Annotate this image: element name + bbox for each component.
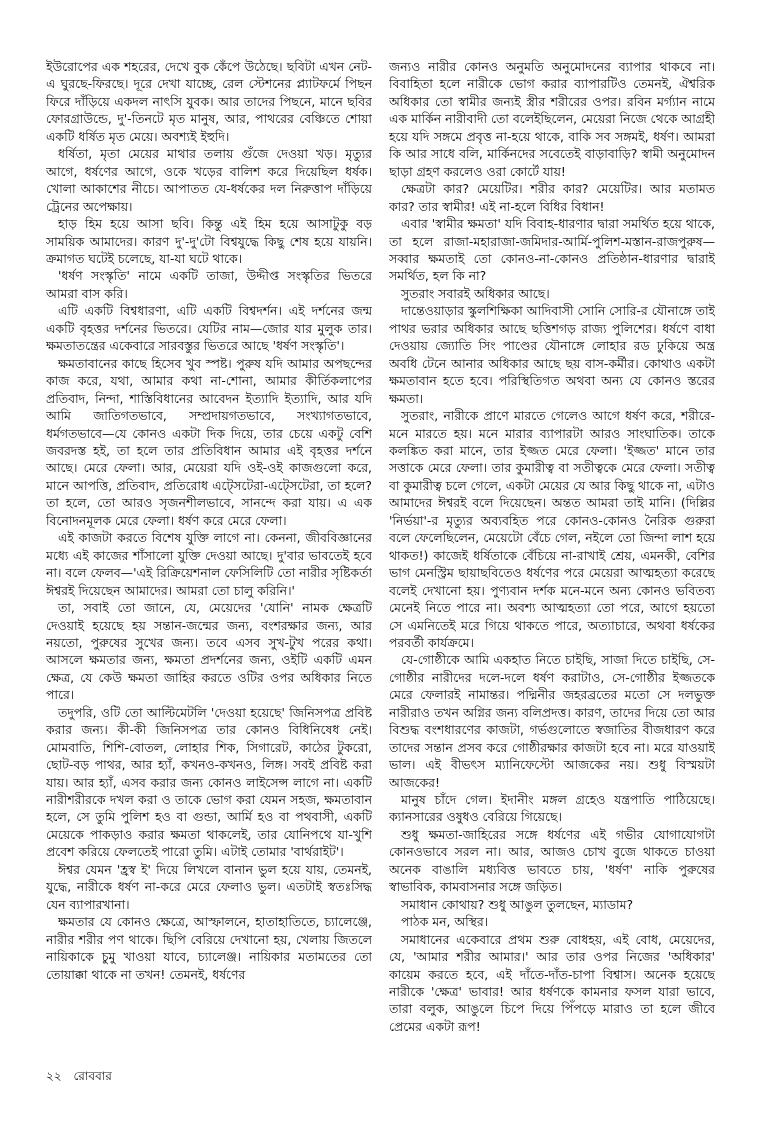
paragraph: এবার 'স্বামীর ক্ষমতা' যদি বিবাহ-ধারণার দ্বারা সমর্থিত হয়ে থাকে, তা হলে রাজা-মহারাজা-জমিদার-আর্মি-পুলিশ-মস্তান-রাজপুরুষ—সব্বার ক্ষমতাই তো কোনও-না-কোনও প্রতিষ্ঠান-ধারণার দ্বারাই সমর্থিত, হল কি না? (389, 216, 715, 284)
paragraph: ক্ষমতাবানের কাছে হিসেব খুব স্পষ্ট। পুরুষ যদি আমার অপছন্দের কাজ করে, যথা, আমার কথা না-শোনা, আমার কীর্তিকলাপের প্রতিবাদ, নিন্দা, শাস্তিবিধানের আবেদন ইত্যাদি ইত্যাদি, আর যদি আমি জাতিগতভাবে, সম্প্রদায়গতভাবে, সংখ্যাগতভাবে, ধর্মগতভাবে—যে কোনও একটা দিক দিয়ে, তার চেয়ে একটু বেশি জবরদস্ত হই, তা হলে তার প্রতিবিধান আমার এই বৃহত্তর দর্শনে আছে। মেরে ফেলা। আর, মেয়েরা যদি ওই-ওই কাজগুলো করে, মানে আপত্তি, প্রতিবাদ, প্রতিরোধ এট্সেটেরা-এট্সেটেরা, তা হলে? তা হলে, তো আরও সৃজনশীলভাবে, সানন্দে করা যায়। এ এক বিনোদনমূলক মেরে ফেলা। ধর্ষণ করে মেরে ফেলা। (46, 355, 372, 528)
paragraph: জন্যও নারীর কোনও অনুমতি অনুমোদনের ব্যাপার থাকবে না। বিবাহিতা হলে নারীকে ভোগ করার ব্যাপারটিও তেমনই, ঐশ্বরিক অধিকার তো স্বামীর জন্যই স্ত্রীর শরীরের ওপর। রবিন মর্গ্যান নামে এক মার্কিন নারীবাদী তো বলেইছিলেন, মেয়েরা নিজে থেকে আগ্রহী হয়ে যদি সঙ্গমে প্রবৃত্ত না-হয়ে থাকে, বাকি সব সঙ্গমই, ধর্ষণ। আমরা কি আর সাধে বলি, মার্কিনদের সবেতেই বাড়াবাড়ি? স্বামী অনুমোদন ছাড়া গ্রহণ করলেও ওরা কোর্টে যায়! (389, 59, 715, 179)
right-text-column (389, 58, 715, 1064)
paragraph: সুতরাং সবারই অধিকার আছে। (401, 285, 550, 301)
paragraph: এই কাজটা করতে বিশেষ যুক্তি লাগে না। কেননা, জীববিজ্ঞানের মধ্যে এই কাজের শাঁসালো যুক্তি দেওয়া আছে। দু'বার ভাবতেই হবে না। বলে ফেলব—'এই রিক্রিয়েশনাল ফেসিলিটি তো নারীর সৃষ্টিকর্তা ঈশ্বরই দিয়েছেন আমাদের। আমরা তো চালু করিনি।' (46, 530, 372, 598)
paragraph: হাড় হিম হয়ে আসা ছবি। কিন্তু এই হিম হয়ে আসাটুকু বড় সাময়িক আমাদের। কারণ দু'-দু'টো বিশ্বযুদ্ধে কিছু শেষ হয়ে যায়নি। ক্রমাগত ঘটেই চলেছে, যা-যা ঘটে থাকে। (46, 216, 372, 266)
paragraph: ক্ষমতার যে কোনও ক্ষেত্রে, আস্ফালনে, হাতাহাতিতে, চ্যালেঞ্জে, নারীর শরীর পণ থাকে। ছিপি বেরিয়ে দেখানো হয়, খেলায় জিতলে নায়িকাকে চুমু খাওয়া যাবে, চ্যালেঞ্জ। নায়িকার মতামতের তো তোয়াক্কা থাকে না তখন! তেমনই, ধর্ষণের (46, 914, 372, 982)
paragraph: সমাধান কোথায়? শুধু আঙুল তুলছেন, ম্যাডাম? (401, 896, 634, 912)
paragraph: যে-গোষ্ঠীকে আমি একহাত নিতে চাইছি, সাজা দিতে চাইছি, সে-গোষ্ঠীর নারীদের দলে-দলে ধর্ষণ করাটাও, সে-গোষ্ঠীর ইজ্জতকে মেরে ফেলারই নামান্তর। পদ্মিনীর জহরব্রতের মতো সে দলভুক্ত নারীরাও তখন অগ্নির জন্য বলিপ্রদত্ত। কারণ, তাদের দিয়ে তো আর বিশুদ্ধ বংশধারণের কাজটা, গর্ভগুলোতে স্বজাতির বীজধারণ করে তাদের সন্তান প্রসব করে গোষ্ঠীরক্ষার কাজটা হবে না। মরে যাওয়াই ভাল। এই বীভৎস ম্যানিফেস্টো আজকের নয়। শুধু বিস্ময়টা আজকের! (389, 652, 715, 790)
left-text-column (46, 58, 372, 1064)
paragraph: 'ধর্ষণ সংস্কৃতি' নামে একটি তাজা, উদ্দীপ্ত সংস্কৃতির ভিতরে আমরা বাস করি। (46, 268, 372, 301)
paragraph: তদুপরি, ওটি তো আল্টিমেটলি 'দেওয়া হয়েছে' জিনিসপত্র প্রবিষ্ট করার জন্য। কী-কী জিনিসপত্র তার কোনও বিধিনিষেধ নেই। মোমবাতি, শিশি-বোতল, লোহার শিক, সিগারেট, কাঠের টুকরো, ছোট-বড় পাথর, আর হ্যাঁ, কখনও-কখনও, লিঙ্গ। সবই প্রবিষ্ট করা যায়। আর হ্যাঁ, এসব করার জন্য কোনও লাইসেন্স লাগে না। একটি নারীশরীরকে দখল করা ও তাকে ভোগ করা যেমন সহজ, ক্ষমতাবান হলে, সে তুমি পুলিশ হও বা গুন্ডা, আর্মি হও বা পথবাসী, একটি মেয়েকে পাকড়াও করার ক্ষমতা থাকলেই, তার যোনিপথে যা-খুশি প্রবেশ করিয়ে ফেলতেই পারো তুমি। এটাই তোমার 'বার্থরাইট'। (46, 704, 372, 860)
paragraph: মানুষ চাঁদে গেল। ইদানীং মঙ্গল গ্রহেও যন্ত্রপাতি পাঠিয়েছে। ক্যানসারের ওষুধও বেরিয়ে গিয়েছে। (389, 792, 715, 825)
paragraph: শুধু ক্ষমতা-জাহিরের সঙ্গে ধর্ষণের এই গভীর যোগাযোগটা কোনওভাবে সরল না। আর, আজও চোখ বুজে থাকতে চাওয়া অনেক বাঙালি মধ্যবিত্ত ভাবতে চায়, 'ধর্ষণ' নাকি পুরুষের স্বাভাবিক, কামবাসনার সঙ্গে জড়িত। (389, 826, 715, 895)
page-number: ২২ (46, 1069, 62, 1083)
page-footer (46, 1068, 120, 1088)
paragraph: সমাধানের একেবারে প্রথম শুরু বোধহয়, এই বোধ, মেয়েদের, যে, 'আমার শরীর আমার।' আর তার ওপর নিজের 'অধিকার' কায়েম করতে হবে, এই দাঁতে-দাঁত-চাপা বিশ্বাস। অনেক হয়েছে নারীকে 'ক্ষেত্র' ভাবার! আর ধর্ষণকে কামনার ফসল যারা ভাবে, তারা বলুক, আঙুলে চিপে দিয়ে পিঁপড়ে মারাও তা হলে জীবে প্রেমের একটা রূপ! (389, 931, 715, 1034)
paragraph: ইউরোপের এক শহরের, দেখে বুক কেঁপে উঠেছে। ছবিটা এখন নেট-এ ঘুরছে-ফিরছে। দূরে দেখা যাচ্ছে, রেল স্টেশনের প্ল্যাটফর্মে পিছন ফিরে দাঁড়িয়ে একদল নাৎসি যুবক। আর তাদের পিছনে, মানে ছবির ফোরগ্রাউন্ডে, দু'-তিনটে মৃত মানুষ, আর, পাথরের বেঞ্চিতে শোয়া একটি ধর্ষিত মৃত মেয়ে। অবশ্যই ইহুদি। (46, 59, 372, 144)
paragraph: তা, সবাই তো জানে, যে, মেয়েদের 'যোনি' নামক ক্ষেত্রটি দেওয়াই হয়েছে হয় সন্তান-জন্মের জন্য, বংশরক্ষার জন্য, আর নয়তো, পুরুষের সুখের জন্য। তবে এসব সুখ-টুখ পরের কথা। আসলে ক্ষমতার জন্য, ক্ষমতা প্রদর্শনের জন্য, ওইটি একটি এমন ক্ষেত্র, যে কেউ ক্ষমতা জাহির করতে ওটির ওপর অধিকার নিতে পারে। (46, 600, 372, 703)
paragraph: ধর্ষিতা, মৃতা মেয়ের মাথার তলায় গুঁজে দেওয়া খড়। মৃত্যুর আগে, ধর্ষণের আগে, ওকে খড়ের বালিশ করে দিয়েছিল ধর্ষক। খোলা আকাশের নীচে। আপাতত যে-ধর্ষকের দল নিরুত্তাপ দাঁড়িয়ে ট্রেনের অপেক্ষায়। (46, 146, 372, 214)
paragraph: এটি একটি বিশ্বধারণা, এটি একটি বিশ্বদর্শন। এই দর্শনের জন্ম একটি বৃহত্তর দর্শনের ভিতরে। যেটির নাম—জোর যার মুলুক তার। ক্ষমতাতন্ত্রের একেবারে সারবস্তুর ভিতরে আছে 'ধর্ষণ সংস্কৃতি'। (46, 303, 372, 354)
paragraph: ক্ষেত্রটা কার? মেয়েটির। শরীর কার? মেয়েটির। আর মতামত কার? তার স্বামীর! এই না-হলে বিধির বিধান! (389, 181, 715, 214)
magazine-name: রোববার (73, 1069, 112, 1083)
paragraph: সুতরাং, নারীকে প্রাণে মারতে গেলেও আগে ধর্ষণ করে, শরীরে-মনে মারতে হয়। মনে মারার ব্যাপারটা আরও সাংঘাতিক। তাকে কলঙ্কিত করা মানে, তার ইজ্জত মেরে ফেলা। 'ইজ্জত' মানে তার সত্তাকে মেরে ফেলা। তার কুমারীত্ব বা সতীত্বকে মেরে ফেলা। সতীত্ব বা কুমারীত্ব চলে গেলে, একটা মেয়ের যে আর কিছু থাকে না, এটাও আমাদের ঈশ্বরই বলে দিয়েছেন। অন্তত আমরা তাই মানি। (দিল্লির 'নির্ভয়া'-র মৃত্যুর অব্যবহিত পরে কোনও-কোনও নৈরিক গুরুরা বলে ফেলেছিলেন, মেয়েটো বেঁচে গেল, নইলে তো জিন্দা লাশ হয়ে থাকত!) কাজেই ধর্ষিতাকে বেঁচিয়ে না-রাখাই শ্রেয়, এমনকী, বেশির ভাগ মেনস্ট্রিম ছায়াছবিতেও ধর্ষণের পরে মেয়েরা আত্মহত্যা করেছে বলেই দেখানো হয়। পুণ্যবান দর্শক মনে-মনে অন্য কোনও ভবিতব্য মেনেই নিতে পারে না। অবশ্য আত্মহত্যা তো পরে, আগে হয়তো সে এমনিতেই মরে গিয়ে থাকতে পারে, অত্যাচারে, অথবা ধর্ষকের পরবর্তী কার্যক্রমে। (389, 408, 715, 650)
paragraph: পাঠক মন, অস্থির। (401, 914, 489, 930)
paragraph: ঈশ্বর যেমন 'হ্রস্ব ই' দিয়ে লিখলে বানান ভুল হয়ে যায়, তেমনই, যুদ্ধে, নারীকে ধর্ষণ না-করে মেরে ফেলাও ভুল। এতটাই স্বতঃসিদ্ধ যেন ব্যাপারখানা। (46, 861, 372, 912)
paragraph: দান্তেওয়াড়ার স্কুলশিক্ষিকা আদিবাসী সোনি সোরি-র যৌনাঙ্গে তাই পাথর ভরার অধিকার আছে ছত্তিশগড় রাজ্য পুলিশের। ধর্ষণে বাধা দেওয়ায় জ্যোতি সিং পাণ্ডের যৌনাঙ্গে লোহার রড ঢুকিয়ে অন্ত্র অবধি টেনে আনার অধিকার আছে ছয় বাস-কর্মীর। কোথাও একটা ক্ষমতাবান হতে হবে। পরিস্থিতিগত অথবা অন্য যে কোনও স্তরের ক্ষমতা। (389, 303, 715, 406)
